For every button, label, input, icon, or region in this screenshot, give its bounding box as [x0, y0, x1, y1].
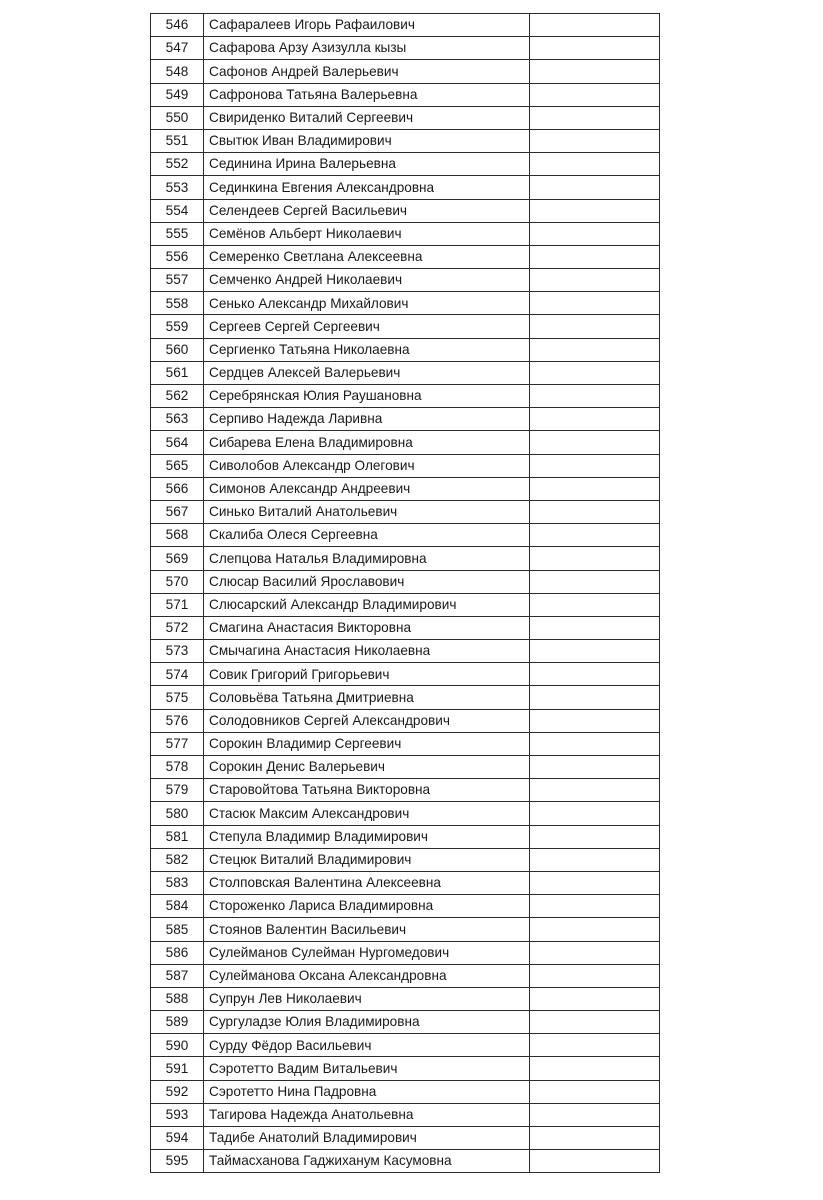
empty-cell — [530, 1150, 660, 1173]
table-row — [151, 895, 660, 918]
empty-cell — [530, 1011, 660, 1034]
empty-cell — [530, 477, 660, 500]
person-name: Свытюк Иван Владимирович — [204, 129, 530, 152]
person-name: Таймасханова Гаджиханум Касумовна — [204, 1150, 530, 1173]
person-name: Сэротетто Нина Падровна — [204, 1080, 530, 1103]
table-row — [151, 1057, 660, 1080]
table-row — [151, 477, 660, 500]
empty-cell — [530, 361, 660, 384]
row-number: 562 — [151, 385, 204, 408]
table-row — [151, 245, 660, 268]
row-number: 577 — [151, 732, 204, 755]
empty-cell — [530, 1080, 660, 1103]
table-row — [151, 60, 660, 83]
person-name: Серпиво Надежда Ларивна — [204, 408, 530, 431]
empty-cell — [530, 454, 660, 477]
person-name: Семченко Андрей Николаевич — [204, 269, 530, 292]
table-row — [151, 106, 660, 129]
person-name: Сединкина Евгения Александровна — [204, 176, 530, 199]
empty-cell — [530, 1127, 660, 1150]
person-name: Скалиба Олеся Сергеевна — [204, 524, 530, 547]
person-name: Соловьёва Татьяна Дмитриевна — [204, 686, 530, 709]
table-row — [151, 663, 660, 686]
roster-table — [150, 13, 660, 1173]
row-number: 592 — [151, 1080, 204, 1103]
table-row — [151, 709, 660, 732]
table-row — [151, 825, 660, 848]
person-name: Смагина Анастасия Викторовна — [204, 616, 530, 639]
person-name: Симонов Александр Андреевич — [204, 477, 530, 500]
empty-cell — [530, 222, 660, 245]
empty-cell — [530, 245, 660, 268]
person-name: Сафронова Татьяна Валерьевна — [204, 83, 530, 106]
empty-cell — [530, 1103, 660, 1126]
row-number: 581 — [151, 825, 204, 848]
person-name: Сорокин Владимир Сергеевич — [204, 732, 530, 755]
table-row — [151, 848, 660, 871]
person-name: Сорокин Денис Валерьевич — [204, 756, 530, 779]
empty-cell — [530, 106, 660, 129]
row-number: 557 — [151, 269, 204, 292]
table-row — [151, 732, 660, 755]
row-number: 589 — [151, 1011, 204, 1034]
table-row — [151, 1150, 660, 1173]
row-number: 549 — [151, 83, 204, 106]
empty-cell — [530, 825, 660, 848]
empty-cell — [530, 129, 660, 152]
row-number: 591 — [151, 1057, 204, 1080]
person-name: Селендеев Сергей Васильевич — [204, 199, 530, 222]
person-name: Степула Владимир Владимирович — [204, 825, 530, 848]
empty-cell — [530, 964, 660, 987]
empty-cell — [530, 524, 660, 547]
table-row — [151, 779, 660, 802]
table-row — [151, 524, 660, 547]
table-row — [151, 408, 660, 431]
empty-cell — [530, 663, 660, 686]
table-row — [151, 1103, 660, 1126]
table-row — [151, 871, 660, 894]
person-name: Тагирова Надежда Анатольевна — [204, 1103, 530, 1126]
empty-cell — [530, 987, 660, 1010]
table-row — [151, 37, 660, 60]
table-row — [151, 941, 660, 964]
empty-cell — [530, 1034, 660, 1057]
row-number: 553 — [151, 176, 204, 199]
table-row — [151, 756, 660, 779]
person-name: Семёнов Альберт Николаевич — [204, 222, 530, 245]
person-name: Столповская Валентина Алексеевна — [204, 871, 530, 894]
empty-cell — [530, 616, 660, 639]
person-name: Сафарова Арзу Азизулла кызы — [204, 37, 530, 60]
person-name: Сиволобов Александр Олегович — [204, 454, 530, 477]
table-row — [151, 361, 660, 384]
empty-cell — [530, 779, 660, 802]
row-number: 576 — [151, 709, 204, 732]
empty-cell — [530, 756, 660, 779]
table-row — [151, 987, 660, 1010]
empty-cell — [530, 269, 660, 292]
row-number: 580 — [151, 802, 204, 825]
row-number: 578 — [151, 756, 204, 779]
empty-cell — [530, 732, 660, 755]
table-row — [151, 570, 660, 593]
empty-cell — [530, 153, 660, 176]
row-number: 564 — [151, 431, 204, 454]
person-name: Сулейманов Сулейман Нургомедович — [204, 941, 530, 964]
row-number: 558 — [151, 292, 204, 315]
row-number: 595 — [151, 1150, 204, 1173]
person-name: Старовойтова Татьяна Викторовна — [204, 779, 530, 802]
table-row — [151, 338, 660, 361]
table-row — [151, 153, 660, 176]
person-name: Сургуладзе Юлия Владимировна — [204, 1011, 530, 1034]
person-name: Сурду Фёдор Васильевич — [204, 1034, 530, 1057]
empty-cell — [530, 176, 660, 199]
person-name: Сенько Александр Михайлович — [204, 292, 530, 315]
empty-cell — [530, 14, 660, 37]
row-number: 582 — [151, 848, 204, 871]
row-number: 569 — [151, 547, 204, 570]
table-row — [151, 129, 660, 152]
person-name: Смычагина Анастасия Николаевна — [204, 640, 530, 663]
row-number: 572 — [151, 616, 204, 639]
person-name: Серебрянская Юлия Раушановна — [204, 385, 530, 408]
table-row — [151, 1011, 660, 1034]
empty-cell — [530, 640, 660, 663]
person-name: Слюсар Василий Ярославович — [204, 570, 530, 593]
empty-cell — [530, 431, 660, 454]
row-number: 555 — [151, 222, 204, 245]
row-number: 551 — [151, 129, 204, 152]
table-row — [151, 454, 660, 477]
table-row — [151, 1034, 660, 1057]
empty-cell — [530, 83, 660, 106]
table-row — [151, 964, 660, 987]
person-name: Сибарева Елена Владимировна — [204, 431, 530, 454]
empty-cell — [530, 709, 660, 732]
row-number: 568 — [151, 524, 204, 547]
row-number: 561 — [151, 361, 204, 384]
row-number: 590 — [151, 1034, 204, 1057]
person-name: Совик Григорий Григорьевич — [204, 663, 530, 686]
row-number: 559 — [151, 315, 204, 338]
row-number: 554 — [151, 199, 204, 222]
empty-cell — [530, 500, 660, 523]
empty-cell — [530, 918, 660, 941]
table-row — [151, 686, 660, 709]
person-name: Солодовников Сергей Александрович — [204, 709, 530, 732]
empty-cell — [530, 292, 660, 315]
row-number: 565 — [151, 454, 204, 477]
empty-cell — [530, 1057, 660, 1080]
person-name: Семеренко Светлана Алексеевна — [204, 245, 530, 268]
table-row — [151, 199, 660, 222]
table-row — [151, 292, 660, 315]
empty-cell — [530, 37, 660, 60]
table-row — [151, 593, 660, 616]
table-row — [151, 1080, 660, 1103]
table-row — [151, 616, 660, 639]
row-number: 570 — [151, 570, 204, 593]
person-name: Супрун Лев Николаевич — [204, 987, 530, 1010]
person-name: Сэротетто Вадим Витальевич — [204, 1057, 530, 1080]
person-name: Сердцев Алексей Валерьевич — [204, 361, 530, 384]
person-name: Сединина Ирина Валерьевна — [204, 153, 530, 176]
empty-cell — [530, 941, 660, 964]
person-name: Сергиенко Татьяна Николаевна — [204, 338, 530, 361]
empty-cell — [530, 871, 660, 894]
table-row — [151, 500, 660, 523]
table-row — [151, 640, 660, 663]
table-row — [151, 802, 660, 825]
empty-cell — [530, 802, 660, 825]
row-number: 587 — [151, 964, 204, 987]
person-name: Стоянов Валентин Васильевич — [204, 918, 530, 941]
empty-cell — [530, 315, 660, 338]
table-row — [151, 547, 660, 570]
row-number: 586 — [151, 941, 204, 964]
row-number: 594 — [151, 1127, 204, 1150]
row-number: 552 — [151, 153, 204, 176]
table-row — [151, 1127, 660, 1150]
empty-cell — [530, 60, 660, 83]
row-number: 566 — [151, 477, 204, 500]
person-name: Слюсарский Александр Владимирович — [204, 593, 530, 616]
table-row — [151, 83, 660, 106]
empty-cell — [530, 385, 660, 408]
row-number: 573 — [151, 640, 204, 663]
row-number: 560 — [151, 338, 204, 361]
empty-cell — [530, 408, 660, 431]
person-name: Сафонов Андрей Валерьевич — [204, 60, 530, 83]
table-row — [151, 431, 660, 454]
row-number: 548 — [151, 60, 204, 83]
row-number: 571 — [151, 593, 204, 616]
row-number: 575 — [151, 686, 204, 709]
row-number: 585 — [151, 918, 204, 941]
empty-cell — [530, 895, 660, 918]
row-number: 546 — [151, 14, 204, 37]
row-number: 579 — [151, 779, 204, 802]
row-number: 588 — [151, 987, 204, 1010]
row-number: 556 — [151, 245, 204, 268]
table-row — [151, 918, 660, 941]
person-name: Сафаралеев Игорь Рафаилович — [204, 14, 530, 37]
table-row — [151, 14, 660, 37]
person-name: Синько Виталий Анатольевич — [204, 500, 530, 523]
row-number: 583 — [151, 871, 204, 894]
person-name: Тадибе Анатолий Владимирович — [204, 1127, 530, 1150]
person-name: Свириденко Виталий Сергеевич — [204, 106, 530, 129]
empty-cell — [530, 570, 660, 593]
person-name: Слепцова Наталья Владимировна — [204, 547, 530, 570]
roster-table-body — [151, 14, 660, 1173]
empty-cell — [530, 593, 660, 616]
row-number: 547 — [151, 37, 204, 60]
empty-cell — [530, 686, 660, 709]
empty-cell — [530, 199, 660, 222]
table-row — [151, 222, 660, 245]
row-number: 567 — [151, 500, 204, 523]
row-number: 550 — [151, 106, 204, 129]
empty-cell — [530, 547, 660, 570]
person-name: Сулейманова Оксана Александровна — [204, 964, 530, 987]
person-name: Сергеев Сергей Сергеевич — [204, 315, 530, 338]
person-name: Стецюк Виталий Владимирович — [204, 848, 530, 871]
table-row — [151, 385, 660, 408]
row-number: 574 — [151, 663, 204, 686]
person-name: Стасюк Максим Александрович — [204, 802, 530, 825]
table-row — [151, 315, 660, 338]
row-number: 563 — [151, 408, 204, 431]
row-number: 593 — [151, 1103, 204, 1126]
row-number: 584 — [151, 895, 204, 918]
table-row — [151, 176, 660, 199]
empty-cell — [530, 338, 660, 361]
empty-cell — [530, 848, 660, 871]
person-name: Стороженко Лариса Владимировна — [204, 895, 530, 918]
table-row — [151, 269, 660, 292]
